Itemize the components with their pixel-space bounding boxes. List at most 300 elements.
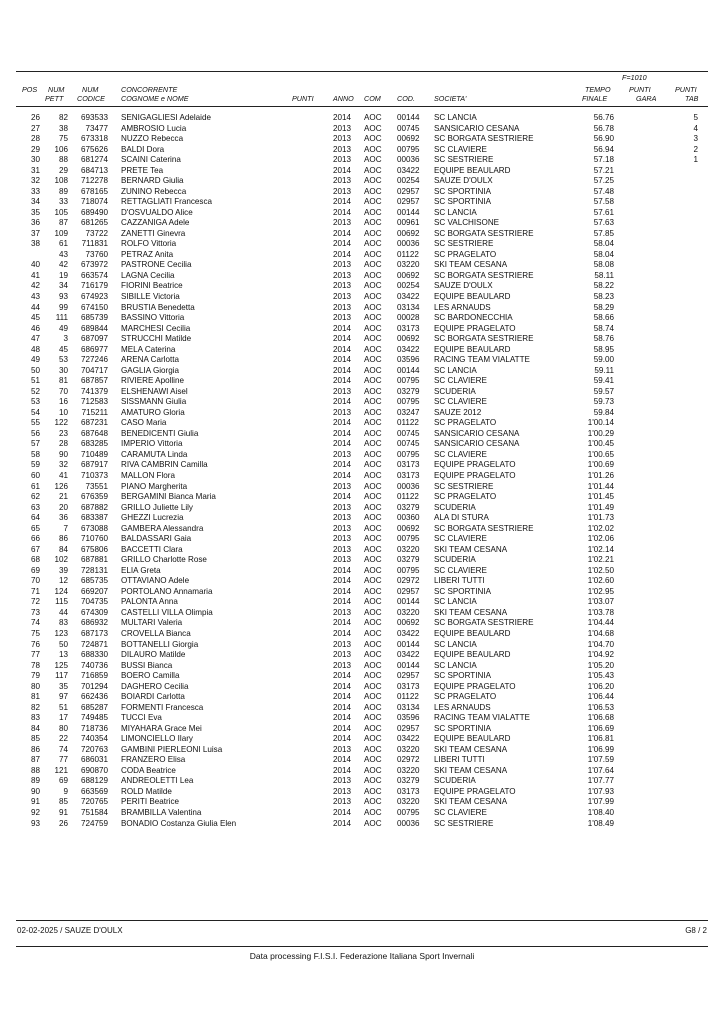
cell-name: MELA Caterina [121,344,176,354]
cell-societa: SC LANCIA [434,113,477,122]
header-top-rule [16,71,708,72]
table-row [0,534,724,544]
cell-com: AOC [364,471,382,481]
cell-pett: 34 [58,281,68,291]
cell-cod: 02957 [397,671,420,681]
col-header-punti-tab-1: PUNTI [675,85,697,94]
cell-tempo: 57.85 [593,228,614,238]
cell-pos: 31 [30,165,40,175]
cell-cod: 03247 [397,407,420,417]
cell-societa: SC BORGATA SESTRIERE [434,228,534,238]
cell-pett: 86 [58,534,68,544]
cell-pett: 109 [54,228,68,238]
cell-codice: 73551 [85,481,108,491]
cell-societa: EQUIPE PRAGELATO [434,460,516,470]
cell-com: AOC [364,144,382,154]
cell-com: AOC [364,397,382,407]
cell-name: CAZZANIGA Adele [121,218,190,228]
cell-cod: 00144 [397,660,420,670]
cell-codice: 663574 [80,270,108,280]
table-row [0,303,724,313]
cell-tempo: 1'02.02 [587,523,614,533]
cell-pos: 44 [30,302,40,312]
cell-name: FORMENTI Francesca [121,702,204,712]
cell-name: BRAMBILLA Valentina [121,807,202,817]
cell-tempo: 57.61 [593,207,614,217]
cell-pett: 85 [58,797,68,807]
cell-anno: 2014 [333,628,352,638]
col-header-anno: ANNO [333,94,354,103]
cell-cod: 00692 [397,523,420,533]
table-row [0,439,724,449]
cell-name: PRETE Tea [121,165,164,175]
table-row [0,324,724,334]
cell-com: AOC [364,281,382,291]
cell-pos: 37 [30,228,40,238]
col-header-punti: PUNTI [292,94,314,103]
cell-name: BONADIO Costanza Giulia Elen [121,818,237,828]
cell-codice: 740354 [80,734,108,744]
cell-cod: 03422 [397,650,420,660]
cell-com: AOC [364,607,382,617]
cell-pos: 35 [30,207,40,217]
cell-societa: SC BORGATA SESTRIERE [434,618,534,628]
cell-anno: 2014 [333,618,352,628]
cell-com: AOC [364,449,382,459]
cell-cod: 00036 [397,239,420,249]
cell-codice: 688330 [80,650,108,660]
cell-name: ROLFO Vittoria [121,239,177,249]
cell-punti-tab: 3 [693,134,698,144]
cell-codice: 741379 [80,386,108,396]
cell-cod: 00961 [397,218,420,228]
cell-name: BACCETTI Clara [121,544,183,554]
cell-societa: SC SESTRIERE [434,239,494,249]
cell-codice: 740736 [80,660,108,670]
cell-societa: SKI TEAM CESANA [434,544,508,554]
cell-anno: 2013 [333,292,352,301]
cell-societa: SC CLAVIERE [434,376,487,386]
cell-pos: 27 [30,123,40,133]
cell-codice: 704717 [80,365,108,375]
cell-pett: 88 [58,155,68,165]
cell-codice: 684713 [80,165,108,175]
cell-name: ZUNINO Rebecca [121,186,187,196]
cell-com: AOC [364,155,382,165]
cell-cod: 03422 [397,165,420,175]
cell-pos: 46 [30,323,40,333]
cell-com: AOC [364,460,382,470]
cell-cod: 00036 [397,155,420,165]
cell-pett: 36 [58,513,68,523]
cell-pett: 32 [58,460,68,470]
cell-pett: 12 [58,576,68,586]
cell-tempo: 58.11 [594,270,614,280]
cell-pett: 111 [55,313,68,323]
cell-cod: 00745 [397,123,420,133]
table-row [0,576,724,586]
cell-anno: 2013 [333,313,352,323]
cell-com: AOC [364,744,382,754]
cell-com: AOC [364,807,382,817]
table-row [0,545,724,555]
cell-pett: 91 [58,807,68,817]
cell-pos: 54 [30,407,40,417]
table-row [0,166,724,176]
cell-tempo: 1'02.21 [587,555,614,565]
cell-codice: 751584 [80,807,108,817]
cell-pett: 125 [54,660,68,670]
cell-name: ARENA Carlotta [121,355,180,365]
cell-anno: 2013 [333,523,352,533]
cell-pos: 52 [30,386,40,396]
cell-codice: 689490 [80,207,108,217]
cell-tempo: 56.94 [593,144,614,154]
cell-pos: 71 [30,586,40,596]
cell-pett: 117 [55,671,68,681]
cell-anno: 2014 [333,671,352,681]
cell-tempo: 1'03.07 [587,597,614,607]
cell-pett: 126 [54,481,68,491]
col-header-tempo-1: TEMPO [585,85,611,94]
table-row [0,239,724,249]
cell-anno: 2014 [333,397,352,407]
cell-pos: 45 [30,313,40,323]
cell-societa: SCUDERIA [434,386,476,396]
cell-societa: SCUDERIA [434,776,476,786]
cell-codice: 711831 [81,239,108,249]
cell-pos: 48 [30,344,40,354]
cell-anno: 2013 [333,534,352,544]
cell-anno: 2014 [333,586,352,596]
cell-codice: 710489 [80,449,108,459]
cell-societa: SKI TEAM CESANA [434,260,508,270]
cell-pos: 49 [30,355,40,365]
cell-tempo: 58.22 [593,281,614,291]
cell-name: PALONTA Anna [121,597,178,607]
cell-codice: 686977 [80,344,108,354]
cell-pett: 29 [58,165,68,175]
table-row [0,471,724,481]
cell-tempo: 1'00.65 [587,449,614,459]
table-row [0,155,724,165]
cell-societa: EQUIPE PRAGELATO [434,786,516,796]
cell-com: AOC [364,239,382,249]
cell-com: AOC [364,355,382,365]
cell-cod: 02972 [397,755,420,765]
cell-com: AOC [364,207,382,217]
cell-codice: 715211 [81,407,108,417]
cell-societa: SC BORGATA SESTRIERE [434,523,534,533]
cell-societa: EQUIPE BEAULARD [434,292,511,301]
cell-cod: 00795 [397,565,420,575]
cell-codice: 749485 [80,713,108,723]
footer-date-place: 02-02-2025 / SAUZE D'OULX [17,926,123,935]
col-header-punti-gara-2: GARA [636,94,657,103]
cell-pett: 115 [55,597,68,607]
cell-societa: SC PRAGELATO [434,249,497,259]
cell-anno: 2013 [333,186,352,196]
cell-cod: 03173 [397,786,420,796]
table-row [0,429,724,439]
table-row [0,797,724,807]
cell-pett: 61 [58,239,68,249]
table-row [0,524,724,534]
cell-societa: SC BORGATA SESTRIERE [434,334,534,344]
cell-cod: 02957 [397,723,420,733]
cell-name: PETRAZ Anita [121,249,174,259]
cell-anno: 2013 [333,607,352,617]
cell-cod: 00745 [397,428,420,438]
cell-pos: 68 [30,555,40,565]
cell-pos: 33 [30,186,40,196]
cell-cod: 00795 [397,144,420,154]
cell-cod: 00144 [397,207,420,217]
cell-tempo: 1'08.49 [587,818,614,828]
cell-cod: 01122 [397,418,419,428]
cell-cod: 01122 [397,492,419,502]
cell-cod: 01122 [397,249,419,259]
cell-pos: 89 [30,776,40,786]
cell-tempo: 1'02.06 [587,534,614,544]
cell-anno: 2013 [333,144,352,154]
cell-pett: 99 [58,302,68,312]
table-row [0,766,724,776]
col-header-tempo-2: FINALE [582,94,608,103]
cell-tempo: 57.18 [593,155,614,165]
cell-pett: 30 [58,365,68,375]
header-bottom-rule [16,106,708,107]
cell-name: GAGLIA Giorgia [121,365,180,375]
cell-name: RIVIERE Apolline [121,376,184,386]
cell-pos: 43 [30,292,40,301]
cell-societa: RACING TEAM VIALATTE [434,713,530,723]
cell-com: AOC [364,313,382,323]
cell-codice: 716179 [80,281,108,291]
cell-name: BALDI Dora [121,144,165,154]
cell-com: AOC [364,523,382,533]
cell-tempo: 1'03.78 [587,607,614,617]
cell-codice: 712278 [80,176,108,186]
cell-pos: 36 [30,218,40,228]
cell-name: ZANETTI Ginevra [121,228,186,238]
table-row [0,271,724,281]
cell-codice: 662436 [80,692,108,702]
cell-codice: 681265 [80,218,108,228]
cell-com: AOC [364,597,382,607]
cell-pett: 89 [58,186,68,196]
cell-tempo: 1'04.44 [587,618,614,628]
cell-anno: 2014 [333,197,352,207]
fis-points-label: F=1010 [622,73,647,82]
cell-codice: 688129 [80,776,108,786]
cell-pos: 81 [30,692,40,702]
cell-cod: 03220 [397,797,420,807]
cell-com: AOC [364,797,382,807]
cell-pos: 26 [30,113,40,122]
cell-codice: 687881 [80,555,108,565]
cell-societa: SC CLAVIERE [434,565,487,575]
cell-com: AOC [364,586,382,596]
cell-tempo: 59.41 [593,376,614,386]
cell-cod: 00036 [397,481,420,491]
cell-societa: SKI TEAM CESANA [434,744,508,754]
cell-societa: SC CLAVIERE [434,449,487,459]
cell-name: LAGNA Cecilia [121,270,175,280]
table-row [0,187,724,197]
cell-societa: EQUIPE PRAGELATO [434,471,516,481]
cell-societa: SC SESTRIERE [434,818,494,828]
cell-com: AOC [364,818,382,828]
cell-societa: SC SESTRIERE [434,155,494,165]
cell-codice: 710760 [80,534,108,544]
cell-codice: 728131 [80,565,108,575]
cell-codice: 690870 [80,765,108,775]
cell-pett: 13 [58,650,68,660]
cell-codice: 676359 [80,492,108,502]
cell-tempo: 1'02.95 [587,586,614,596]
cell-anno: 2014 [333,681,352,691]
cell-punti-tab: 4 [693,123,698,133]
cell-cod: 00692 [397,228,420,238]
table-row [0,292,724,302]
cell-codice: 687097 [80,334,108,344]
cell-anno: 2014 [333,207,352,217]
table-row [0,397,724,407]
cell-cod: 00795 [397,376,420,386]
cell-com: AOC [364,134,382,144]
cell-anno: 2014 [333,723,352,733]
cell-societa: SANSICARIO CESANA [434,439,520,449]
table-row [0,334,724,344]
cell-name: BASSINO Vittoria [121,313,185,323]
cell-codice: 710373 [80,471,108,481]
cell-pett: 69 [58,776,68,786]
cell-societa: SC CLAVIERE [434,144,487,154]
cell-pett: 105 [54,207,68,217]
cell-anno: 2013 [333,260,352,270]
table-row [0,208,724,218]
cell-name: CARAMUTA Linda [121,449,188,459]
cell-codice: 724759 [80,818,108,828]
cell-name: BOERO Camilla [121,671,180,681]
cell-codice: 720765 [80,797,108,807]
table-row [0,145,724,155]
cell-anno: 2013 [333,650,352,660]
cell-anno: 2013 [333,660,352,670]
cell-tempo: 1'01.26 [587,471,614,481]
cell-tempo: 57.48 [593,186,614,196]
cell-societa: SC SESTRIERE [434,481,494,491]
cell-societa: SC BORGATA SESTRIERE [434,134,534,144]
cell-tempo: 59.73 [593,397,614,407]
cell-name: PASTRONE Cecilia [121,260,192,270]
cell-codice: 687917 [80,460,108,470]
cell-name: D'OSVUALDO Alice [121,207,193,217]
cell-pos: 51 [30,376,40,386]
cell-codice: 674923 [80,292,108,301]
cell-name: DAGHERO Cecilia [121,681,189,691]
cell-codice: 704735 [80,597,108,607]
cell-com: AOC [364,186,382,196]
cell-codice: 701294 [80,681,108,691]
cell-codice: 687231 [80,418,108,428]
cell-name: BOIARDI Carlotta [121,692,185,702]
cell-tempo: 56.78 [593,123,614,133]
cell-pos: 77 [30,650,40,660]
cell-pos: 60 [30,471,40,481]
cell-anno: 2014 [333,807,352,817]
cell-pos: 32 [30,176,40,186]
cell-anno: 2014 [333,239,352,249]
table-row [0,776,724,786]
cell-pos: 30 [30,155,40,165]
cell-anno: 2013 [333,155,352,165]
cell-punti-tab: 5 [693,113,698,122]
cell-tempo: 1'07.99 [587,797,614,807]
cell-pos: 41 [30,270,40,280]
table-row [0,819,724,829]
cell-tempo: 1'06.81 [587,734,614,744]
cell-societa: RACING TEAM VIALATTE [434,355,530,365]
cell-name: BENEDICENTI Giulia [121,428,199,438]
cell-anno: 2014 [333,228,352,238]
cell-cod: 03173 [397,460,420,470]
cell-pos: 34 [30,197,40,207]
cell-tempo: 58.29 [593,302,614,312]
cell-name: AMATURO Gloria [121,407,185,417]
cell-anno: 2013 [333,123,352,133]
cell-anno: 2014 [333,734,352,744]
cell-name: DILAURO Matilde [121,650,186,660]
cell-com: AOC [364,618,382,628]
cell-anno: 2014 [333,597,352,607]
cell-tempo: 1'02.50 [587,565,614,575]
cell-codice: 663569 [80,786,108,796]
cell-com: AOC [364,776,382,786]
table-row [0,460,724,470]
cell-pos: 40 [30,260,40,270]
cell-pos: 76 [30,639,40,649]
cell-societa: SANSICARIO CESANA [434,428,520,438]
cell-name: SCAINI Caterina [121,155,181,165]
cell-com: AOC [364,344,382,354]
cell-pett: 10 [58,407,68,417]
cell-societa: EQUIPE BEAULARD [434,344,511,354]
cell-tempo: 1'06.44 [587,692,614,702]
table-row [0,555,724,565]
cell-pett: 20 [58,502,68,512]
cell-codice: 716859 [80,671,108,681]
table-row [0,250,724,260]
cell-pos: 74 [30,618,40,628]
cell-codice: 685287 [80,702,108,712]
cell-codice: 673088 [80,523,108,533]
cell-tempo: 58.74 [593,323,614,333]
cell-name: FIORINI Beatrice [121,281,183,291]
cell-codice: 727246 [80,355,108,365]
cell-anno: 2014 [333,355,352,365]
cell-pett: 123 [54,628,68,638]
cell-name: CASO Maria [121,418,167,428]
col-header-punti-tab-2: TAB [685,94,699,103]
col-header-cognome-nome: COGNOME e NOME [121,94,189,103]
cell-tempo: 58.08 [593,260,614,270]
cell-com: AOC [364,492,382,502]
cell-cod: 00028 [397,313,420,323]
cell-name: ANDREOLETTI Lea [121,776,194,786]
cell-tempo: 59.84 [593,407,614,417]
